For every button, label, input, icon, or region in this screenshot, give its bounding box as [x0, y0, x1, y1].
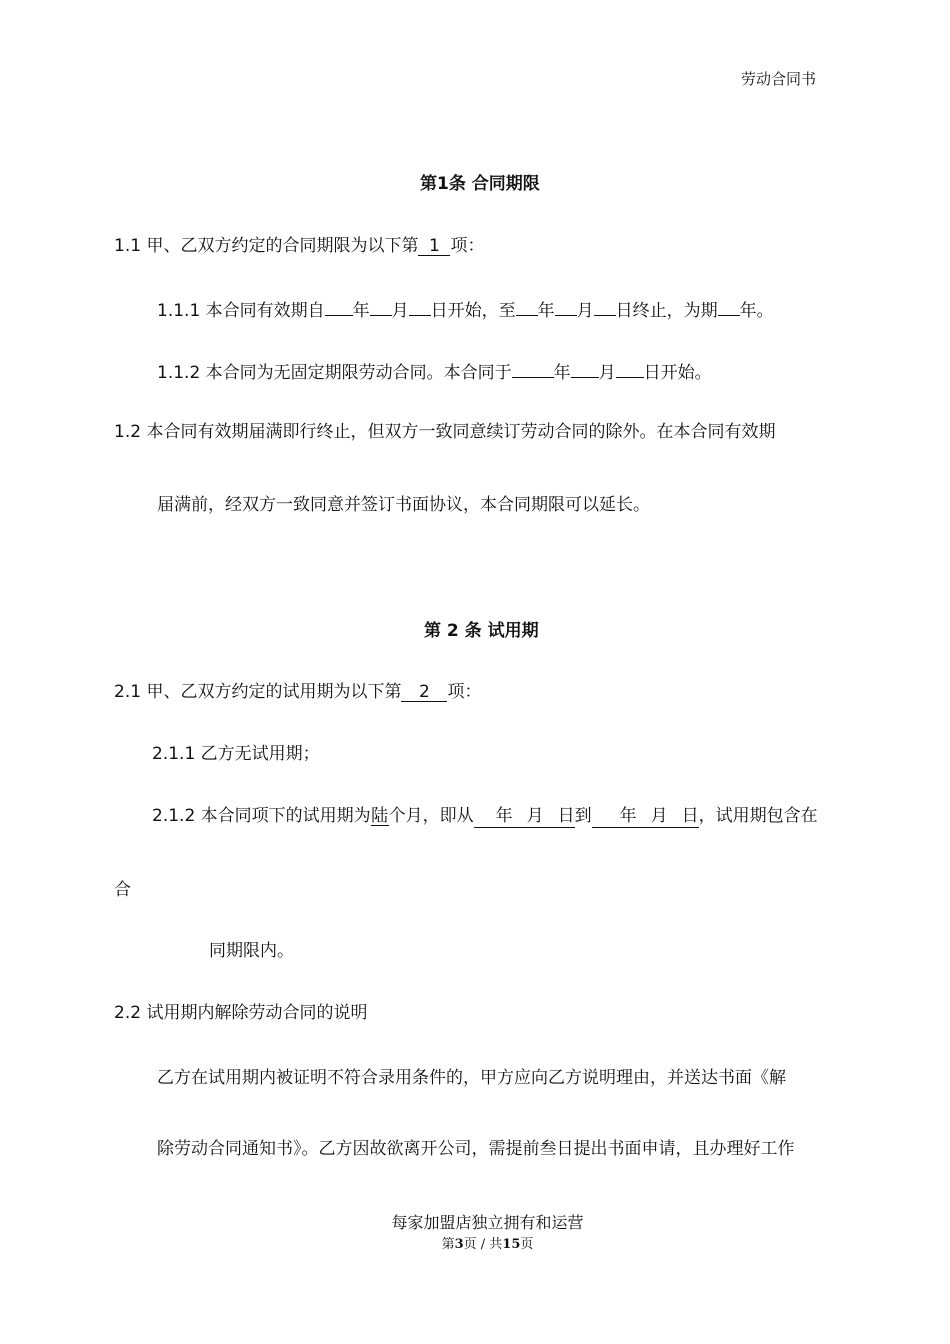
clause-1-2-line2: 届满前，经双方一致同意并签订书面协议，本合同期限可以延长。 [157, 495, 650, 515]
footer-disclaimer: 每家加盟店独立拥有和运营 [391, 1213, 584, 1232]
article-1-heading: 第1条 合同期限 [420, 174, 540, 194]
clause-1-1-1: 1.1.1 本合同有效期自 年 月 日开始，至 年 月 日终止，为期 年。 [157, 296, 774, 323]
article-2-heading: 第 2 条 试用期 [424, 621, 539, 641]
clause-1-1-2: 1.1.2 本合同为无固定期限劳动合同。本合同于 年 月 日开始。 [157, 358, 712, 385]
clause-2-1-choice: 2 [401, 682, 447, 702]
clause-2-1-2-wrap2: 同期限内。 [209, 941, 294, 961]
page-header-title: 劳动合同书 [741, 70, 817, 88]
clause-1-1: 1.1 甲、乙双方约定的合同期限为以下第 1 项： [114, 236, 485, 256]
clause-2-2-line2: 除劳动合同通知书》。乙方因故欲离开公司，需提前叁日提出书面申请，且办理好工作 [157, 1139, 795, 1159]
clause-2-2-title: 2.2 试用期内解除劳动合同的说明 [114, 1003, 368, 1023]
clause-1-2-line1: 1.2 本合同有效期届满即行终止，但双方一致同意续订劳动合同的除外。在本合同有效期 [114, 422, 776, 442]
clause-1-1-choice: 1 [418, 236, 450, 256]
clause-2-1-2-wrap1: 合 [114, 880, 131, 900]
clause-2-1-2: 2.1.2 本合同项下的试用期为陆个月，即从 年 月 日到 年 月 日，试用期包含在 [152, 806, 818, 826]
clause-2-1-1: 2.1.1 乙方无试用期； [152, 744, 320, 764]
page-number: 第3页 / 共15页 [441, 1237, 534, 1252]
clause-2-1: 2.1 甲、乙双方约定的试用期为以下第 2 项： [114, 682, 482, 702]
clause-2-2-line1: 乙方在试用期内被证明不符合录用条件的，甲方应向乙方说明理由，并送达书面《解 [157, 1068, 786, 1088]
probation-months: 陆 [371, 806, 389, 826]
